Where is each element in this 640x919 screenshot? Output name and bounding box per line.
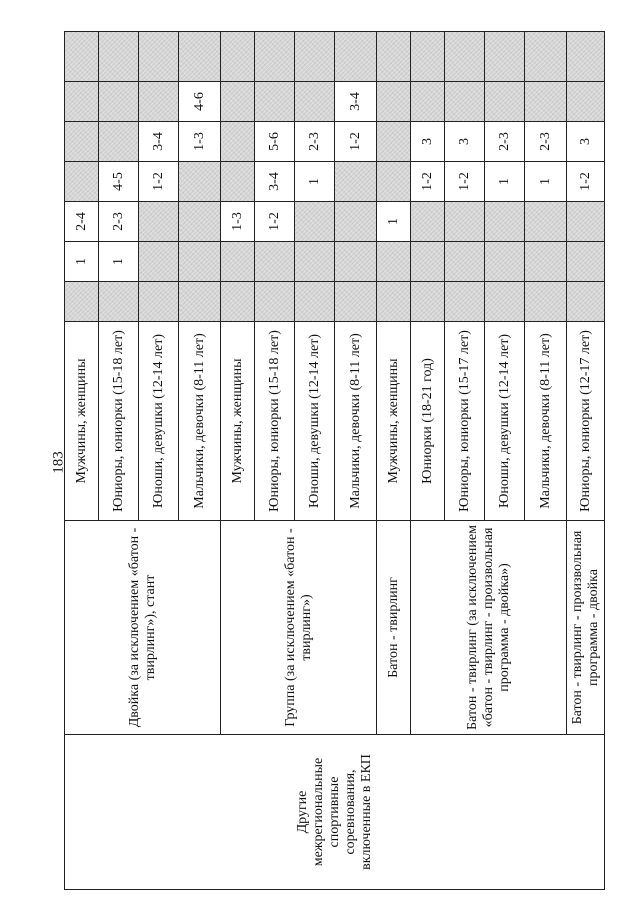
- rank-cell: [221, 242, 255, 282]
- rank-cell: [411, 202, 445, 242]
- rank-cell: 3-4: [335, 82, 377, 122]
- rank-cell: [567, 242, 605, 282]
- rank-cell: [295, 82, 335, 122]
- rank-cell: 1-2: [567, 162, 605, 202]
- rank-cell: [99, 82, 139, 122]
- empty-cell: [445, 32, 485, 82]
- rank-cell: 5-6: [255, 122, 295, 162]
- discipline-cell: Батон - твирлинг: [377, 521, 411, 735]
- rank-cell: [139, 202, 179, 242]
- page-number: 183: [50, 451, 67, 474]
- rank-cell: [179, 162, 221, 202]
- age-group-cell: Мужчины, женщины: [221, 322, 255, 521]
- rank-cell: [485, 282, 525, 322]
- rank-cell: [567, 202, 605, 242]
- rank-cell: [255, 242, 295, 282]
- age-group-cell: Юноши, девушки (12-14 лет): [295, 322, 335, 521]
- rank-cell: [377, 242, 411, 282]
- rank-cell: [445, 82, 485, 122]
- rank-cell: 1-3: [179, 122, 221, 162]
- section-cell: Другие межрегиональные спортивные соревнования, включенные в ЕКП: [65, 735, 605, 890]
- age-group-cell: Юниоры, юниорки (12-17 лет): [567, 322, 605, 521]
- rank-cell: 1-2: [255, 202, 295, 242]
- age-group-cell: Мужчины, женщины: [377, 322, 411, 521]
- rank-cell: [179, 242, 221, 282]
- rank-cell: [377, 122, 411, 162]
- rank-cell: 1: [99, 242, 139, 282]
- rank-cell: [411, 242, 445, 282]
- empty-cell: [567, 32, 605, 82]
- rank-cell: [139, 282, 179, 322]
- rank-cell: [485, 82, 525, 122]
- empty-cell: [139, 32, 179, 82]
- age-group-cell: Юноши, девушки (12-14 лет): [139, 322, 179, 521]
- empty-cell: [255, 32, 295, 82]
- empty-cell: [65, 32, 99, 82]
- rank-cell: [411, 82, 445, 122]
- discipline-cell: Батон - твирлинг - произвольная программа - двойка: [567, 521, 605, 735]
- rank-cell: [567, 282, 605, 322]
- empty-cell: [179, 32, 221, 82]
- discipline-cell: Двойка (за исключением «батон - твирлинг»), стант: [65, 521, 221, 735]
- rank-cell: 3: [567, 122, 605, 162]
- rank-cell: [99, 122, 139, 162]
- rank-cell: 1-2: [411, 162, 445, 202]
- competition-ranks-table: [64, 31, 605, 890]
- rank-cell: [179, 202, 221, 242]
- rank-cell: 3: [445, 122, 485, 162]
- age-group-cell: Юниоры, юниорки (15-18 лет): [255, 322, 295, 521]
- rank-cell: [335, 202, 377, 242]
- rank-cell: [221, 82, 255, 122]
- rank-cell: [335, 282, 377, 322]
- rank-cell: 1: [525, 162, 567, 202]
- rank-cell: [445, 242, 485, 282]
- rank-cell: [179, 282, 221, 322]
- empty-cell: [377, 32, 411, 82]
- rank-cell: [139, 242, 179, 282]
- age-group-cell: Юниоры, юниорки (15-18 лет): [99, 322, 139, 521]
- rank-cell: [99, 282, 139, 322]
- rank-cell: [255, 282, 295, 322]
- rank-cell: [411, 282, 445, 322]
- rank-cell: 1: [485, 162, 525, 202]
- discipline-cell: Группа (за исключением «батон - твирлинг»): [221, 521, 377, 735]
- rank-cell: 1-2: [335, 122, 377, 162]
- rank-cell: [525, 202, 567, 242]
- rank-cell: [485, 242, 525, 282]
- rank-cell: 4-6: [179, 82, 221, 122]
- rank-cell: [65, 282, 99, 322]
- rank-cell: 1: [377, 202, 411, 242]
- rank-cell: 1: [65, 242, 99, 282]
- rank-cell: [65, 122, 99, 162]
- empty-cell: [485, 32, 525, 82]
- rank-cell: 2-3: [295, 122, 335, 162]
- rank-cell: [445, 202, 485, 242]
- rank-cell: [525, 282, 567, 322]
- rank-cell: [295, 202, 335, 242]
- rank-cell: [525, 82, 567, 122]
- rank-cell: 1-2: [445, 162, 485, 202]
- table-row: [65, 32, 99, 890]
- rank-cell: [139, 82, 179, 122]
- rank-cell: 2-3: [485, 122, 525, 162]
- rank-cell: 2-3: [99, 202, 139, 242]
- rank-cell: 1-2: [139, 162, 179, 202]
- rank-cell: [485, 202, 525, 242]
- age-group-cell: Мальчики, девочки (8-11 лет): [335, 322, 377, 521]
- rank-cell: 3-4: [139, 122, 179, 162]
- rank-cell: [377, 82, 411, 122]
- age-group-cell: Юниоры, юниорки (15-17 лет): [445, 322, 485, 521]
- rank-cell: [525, 242, 567, 282]
- rank-cell: 3: [411, 122, 445, 162]
- empty-cell: [99, 32, 139, 82]
- age-group-cell: Юноши, девушки (12-14 лет): [485, 322, 525, 521]
- rank-cell: [65, 162, 99, 202]
- empty-cell: [295, 32, 335, 82]
- age-group-cell: Мужчины, женщины: [65, 322, 99, 521]
- age-group-cell: Юниорки (18-21 год): [411, 322, 445, 521]
- rank-cell: [445, 282, 485, 322]
- rank-cell: [221, 122, 255, 162]
- empty-cell: [525, 32, 567, 82]
- rank-cell: 1-3: [221, 202, 255, 242]
- rank-cell: 1: [295, 162, 335, 202]
- empty-cell: [335, 32, 377, 82]
- rank-cell: [221, 162, 255, 202]
- age-group-cell: Мальчики, девочки (8-11 лет): [179, 322, 221, 521]
- rank-cell: 4-5: [99, 162, 139, 202]
- rank-cell: [221, 282, 255, 322]
- rank-cell: [377, 282, 411, 322]
- rank-cell: [295, 242, 335, 282]
- rank-cell: [65, 82, 99, 122]
- rank-cell: 2-4: [65, 202, 99, 242]
- rank-cell: [377, 162, 411, 202]
- rank-cell: 3-4: [255, 162, 295, 202]
- rank-cell: [295, 282, 335, 322]
- rank-cell: [567, 82, 605, 122]
- rank-cell: 2-3: [525, 122, 567, 162]
- empty-cell: [411, 32, 445, 82]
- rotated-page-content: [64, 32, 604, 890]
- age-group-cell: Мальчики, девочки (8-11 лет): [525, 322, 567, 521]
- empty-cell: [221, 32, 255, 82]
- discipline-cell: Батон - твирлинг (за исключением «батон - твирлинг - произвольная программа - двойка»): [411, 521, 567, 735]
- rank-cell: [335, 242, 377, 282]
- rank-cell: [335, 162, 377, 202]
- rank-cell: [255, 82, 295, 122]
